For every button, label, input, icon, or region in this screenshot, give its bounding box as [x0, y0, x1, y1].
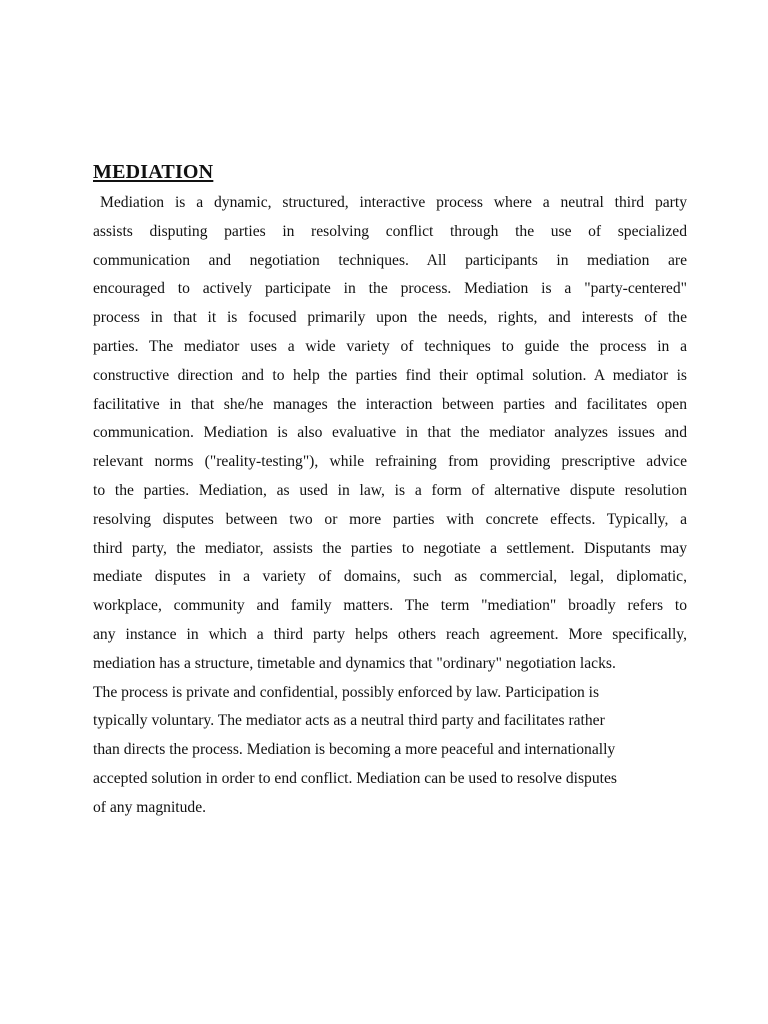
paragraph-line: relevant norms ("reality-testing"), while refraining from providing prescriptive advice — [93, 453, 687, 471]
document-heading: MEDIATION — [93, 161, 214, 183]
paragraph-line: The process is private and confidential, possibly enforced by law. Participation is — [93, 683, 600, 701]
paragraph-line: Mediation is a dynamic, structured, interactive process where a neutral third party — [100, 194, 687, 211]
paragraph-line: resolving disputes between two or more parties with concrete effects. Typically, a — [93, 510, 687, 528]
paragraph-line: mediate disputes in a variety of domains, such as commercial, legal, diplomatic, — [93, 568, 687, 586]
paragraph-line: accepted solution in order to end conflict. Mediation can be used to resolve disputes — [93, 769, 617, 787]
paragraph-line: assists disputing parties in resolving conflict through the use of specialized — [93, 222, 687, 240]
paragraph-line: to the parties. Mediation, as used in law, is a form of alternative dispute resolution — [93, 481, 687, 499]
paragraph-line: facilitative in that she/he manages the interaction between parties and facilitates open — [93, 395, 687, 413]
paragraph-line: encouraged to actively participate in the process. Mediation is a "party-centered" — [93, 280, 687, 298]
paragraph-line: constructive direction and to help the parties find their optimal solution. A mediator is — [93, 366, 687, 384]
paragraph-line: of any magnitude. — [93, 798, 207, 816]
paragraph-line: communication and negotiation techniques. All participants in mediation are — [93, 251, 687, 269]
paragraph-line: process in that it is focused primarily upon the needs, rights, and interests of the — [93, 309, 687, 327]
paragraph-line: communication. Mediation is also evaluative in that the mediator analyzes issues and — [93, 424, 687, 442]
paragraph-line: typically voluntary. The mediator acts as a neutral third party and facilitates rather — [93, 712, 605, 730]
body-paragraph — [93, 189, 687, 823]
paragraph-line: than directs the process. Mediation is becoming a more peaceful and internationally — [93, 741, 616, 759]
paragraph-line: workplace, community and family matters. The term "mediation" broadly refers to — [93, 597, 687, 615]
paragraph-line: any instance in which a third party helps others reach agreement. More specifically, — [93, 625, 687, 643]
paragraph-line: parties. The mediator uses a wide variety of techniques to guide the process in a — [93, 337, 687, 355]
paragraph-line: mediation has a structure, timetable and dynamics that "ordinary" negotiation lacks. — [93, 654, 616, 672]
paragraph-line: third party, the mediator, assists the parties to negotiate a settlement. Disputants may — [93, 539, 687, 557]
